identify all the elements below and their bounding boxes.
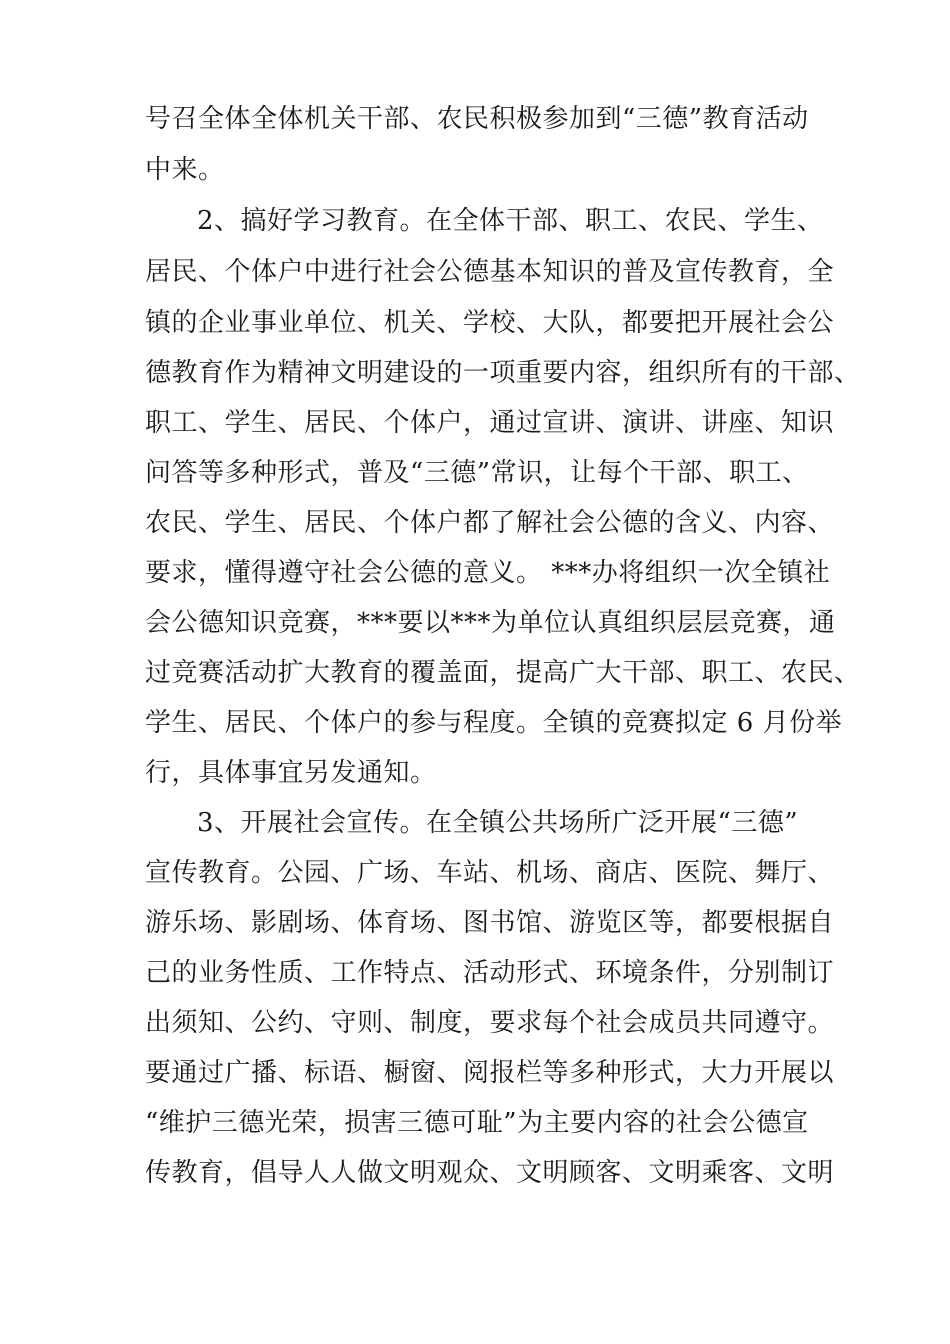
paragraph-2-start: 2、搞好学习教育。在全体干部、职工、农民、学生、: [197, 206, 824, 236]
text-line: 居民、个体户中进行社会公德基本知识的普及宣传教育，全: [145, 257, 835, 287]
text-line: 游乐场、影剧场、体育场、图书馆、游览区等，都要根据自: [145, 908, 835, 938]
text-line: 行，具体事宜另发通知。: [145, 758, 437, 788]
text-line: 镇的企业事业单位、机关、学校、大队，都要把开展社会公: [145, 308, 835, 338]
text-line: 德教育作为精神文明建设的一项重要内容，组织所有的干部、: [145, 358, 861, 388]
paragraph-3-start: 3、开展社会宣传。在全镇公共场所广泛开展“三德”: [197, 808, 799, 838]
text-line: 会公德知识竞赛，***要以***为单位认真组织层层竞赛，通: [145, 608, 836, 638]
text-line: 职工、学生、居民、个体户，通过宣讲、演讲、讲座、知识: [145, 408, 835, 438]
text-line: 己的业务性质、工作特点、活动形式、环境条件，分别制订: [145, 958, 835, 988]
text-line: 传教育，倡导人人做文明观众、文明顾客、文明乘客、文明: [145, 1158, 835, 1188]
text-line: “维护三德光荣，损害三德可耻”为主要内容的社会公德宣: [145, 1108, 809, 1138]
text-line: 过竞赛活动扩大教育的覆盖面，提高广大干部、职工、农民、: [145, 658, 861, 688]
text-line: 号召全体全体机关干部、农民积极参加到“三德”教育活动: [145, 104, 809, 134]
text-line: 要求，懂得遵守社会公德的意义。 ***办将组织一次全镇社: [145, 558, 831, 588]
text-line: 学生、居民、个体户的参与程度。全镇的竞赛拟定 6 月份举: [145, 708, 843, 738]
text-line: 出须知、公约、守则、制度，要求每个社会成员共同遵守。: [145, 1008, 835, 1038]
text-line: 宣传教育。公园、广场、车站、机场、商店、医院、舞厅、: [145, 858, 835, 888]
text-line: 问答等多种形式，普及“三德”常识，让每个干部、职工、: [145, 458, 809, 488]
text-line: 要通过广播、标语、橱窗、阅报栏等多种形式，大力开展以: [145, 1058, 835, 1088]
text-line: 农民、学生、居民、个体户都了解社会公德的含义、内容、: [145, 508, 835, 538]
text-line: 中来。: [145, 155, 225, 185]
